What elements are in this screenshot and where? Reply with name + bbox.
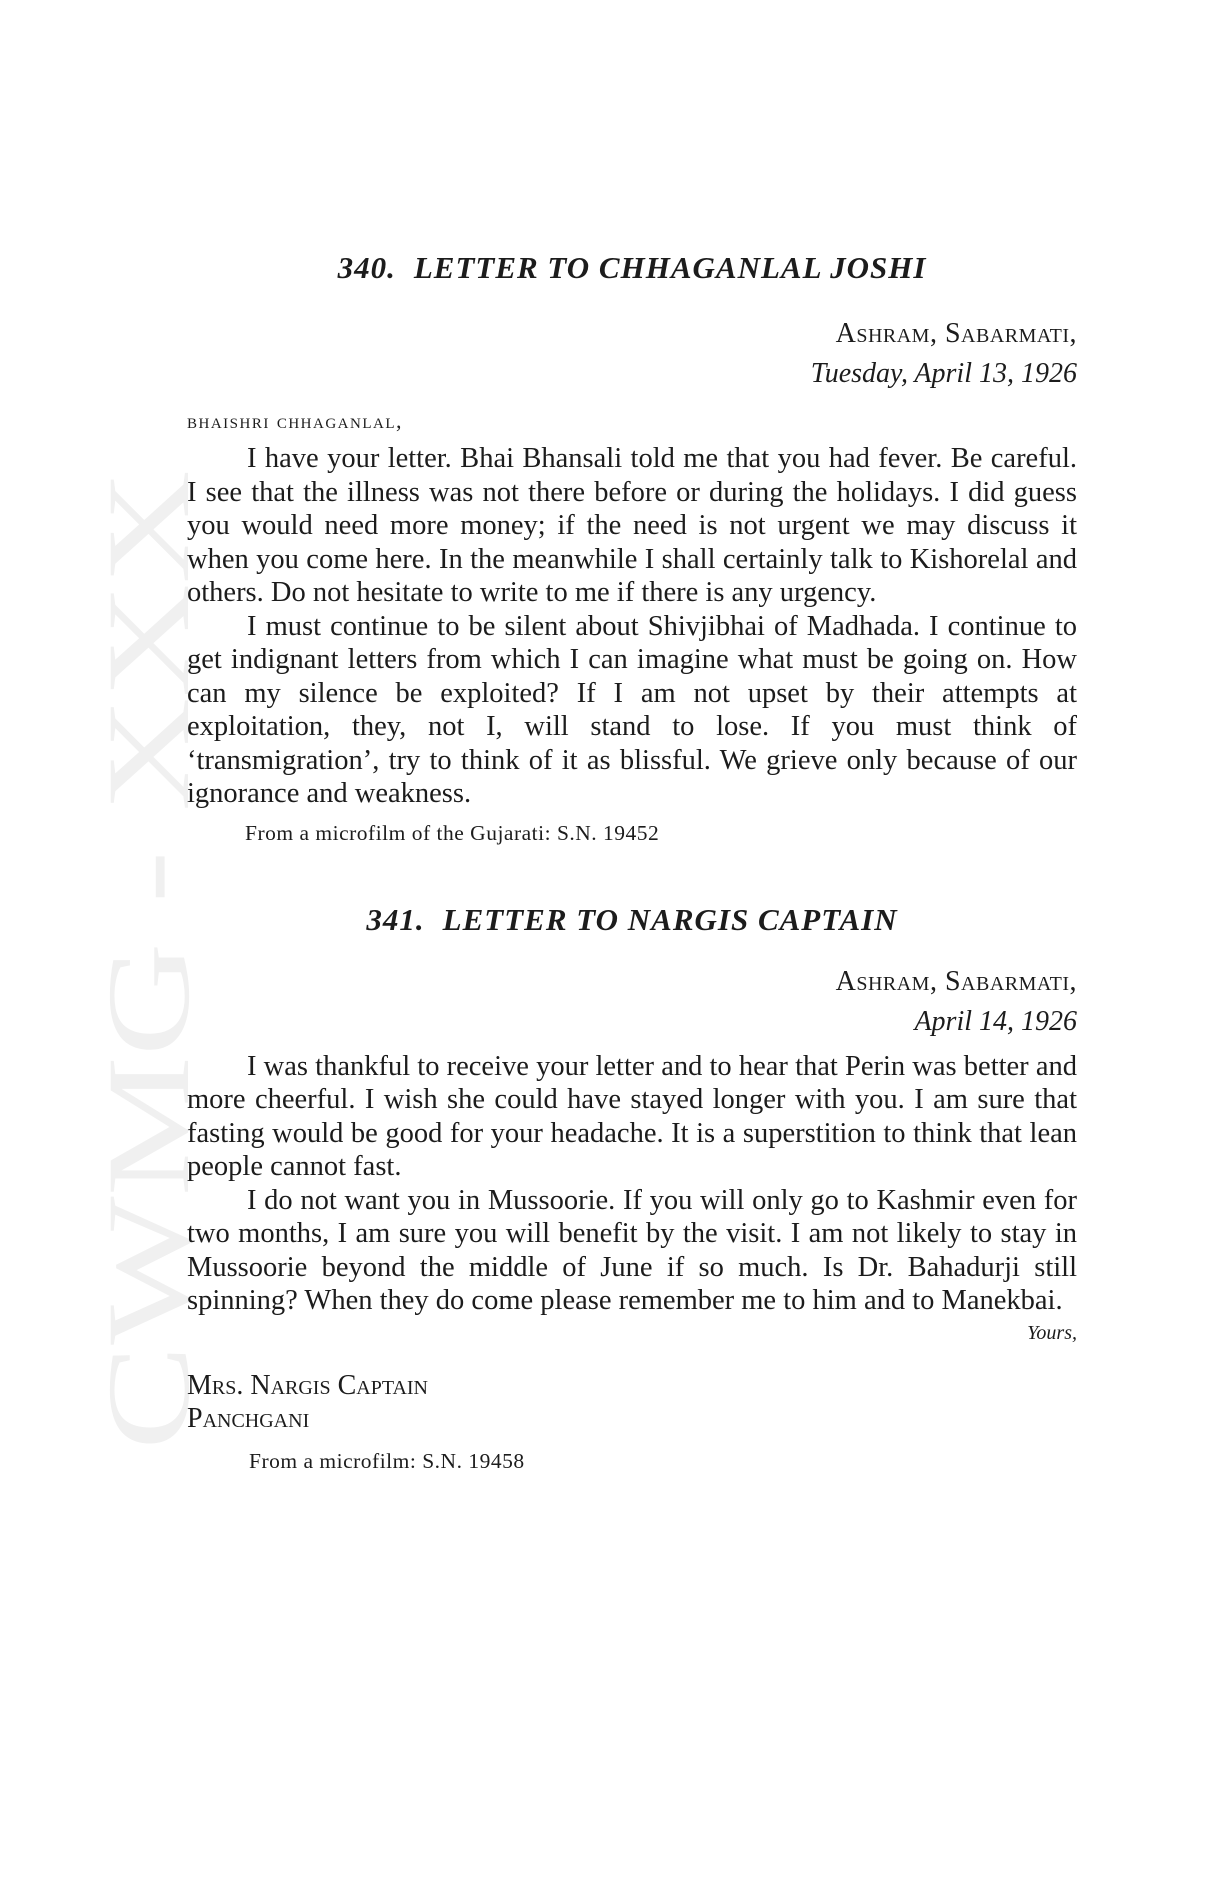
address-date: Tuesday, April 13, 1926 <box>810 358 1077 389</box>
letter-title: LETTER TO NARGIS CAPTAIN <box>442 901 898 937</box>
paragraph: I have your letter. Bhai Bhansali told me that you had fever. Be careful. I see that the illness was not there before or during the holidays. I did guess you would need more money; if the need is not urgent we may discuss it when you come here. In the meanwhile I shall certainly talk to Kishorelal and others. Do not hesitate to write to me if there is any urgency. <box>187 443 1077 608</box>
source-note: From a microfilm of the Gujarati: S.N. 19452 <box>245 820 660 845</box>
letter-address <box>187 314 1077 394</box>
letter-340 <box>187 250 1077 846</box>
recipient-name: Mrs. Nargis Captain <box>187 1369 428 1401</box>
letter-address <box>187 962 1077 1042</box>
closing: Yours, <box>1027 1321 1077 1344</box>
document-page <box>187 250 1077 1474</box>
letter-heading <box>187 250 1077 286</box>
letter-number: 340. <box>337 250 396 285</box>
paragraph: I was thankful to receive your letter and to hear that Perin was better and more cheerful. I wish she could have stayed longer with you. I am sure that fasting would be good for your headache. It is a superstition to think that lean people cannot fast. <box>187 1050 1077 1182</box>
paragraph: I must continue to be silent about Shivjibhai of Madhada. I continue to get indignant letters from which I can imagine what must be going on. How can my silence be exploited? If I am not upset by their attempts at exploitation, they, not I, will stand to lose. If you must think of ‘transmigration’, try to think of it as blissful. We grieve only because of our ignorance and weakness. <box>187 610 1077 809</box>
address-date: April 14, 1926 <box>914 1005 1077 1037</box>
recipient-place: Panchgani <box>187 1402 310 1434</box>
letter-number: 341. <box>366 901 425 937</box>
source-note: From a microfilm: S.N. 19458 <box>249 1448 525 1473</box>
watermark-text: CWMG - XXX <box>83 715 214 1450</box>
paragraph: I do not want you in Mussoorie. If you will only go to Kashmir even for two months, I am sure you will benefit by the visit. I am not likely to stay in Mussoorie beyond the middle of June if so much. Is Dr. Bahadurji still spinning? When they do come please remember me to him and to Manekbai. <box>187 1184 1077 1316</box>
letter-title: LETTER TO CHHAGANLAL JOSHI <box>413 250 927 285</box>
salutation: bhaishri chhaganlal, <box>187 408 403 433</box>
letter-heading <box>187 902 1077 938</box>
letter-341 <box>187 902 1077 1474</box>
address-place: Ashram, Sabarmati, <box>835 318 1077 349</box>
address-place: Ashram, Sabarmati, <box>835 965 1077 997</box>
